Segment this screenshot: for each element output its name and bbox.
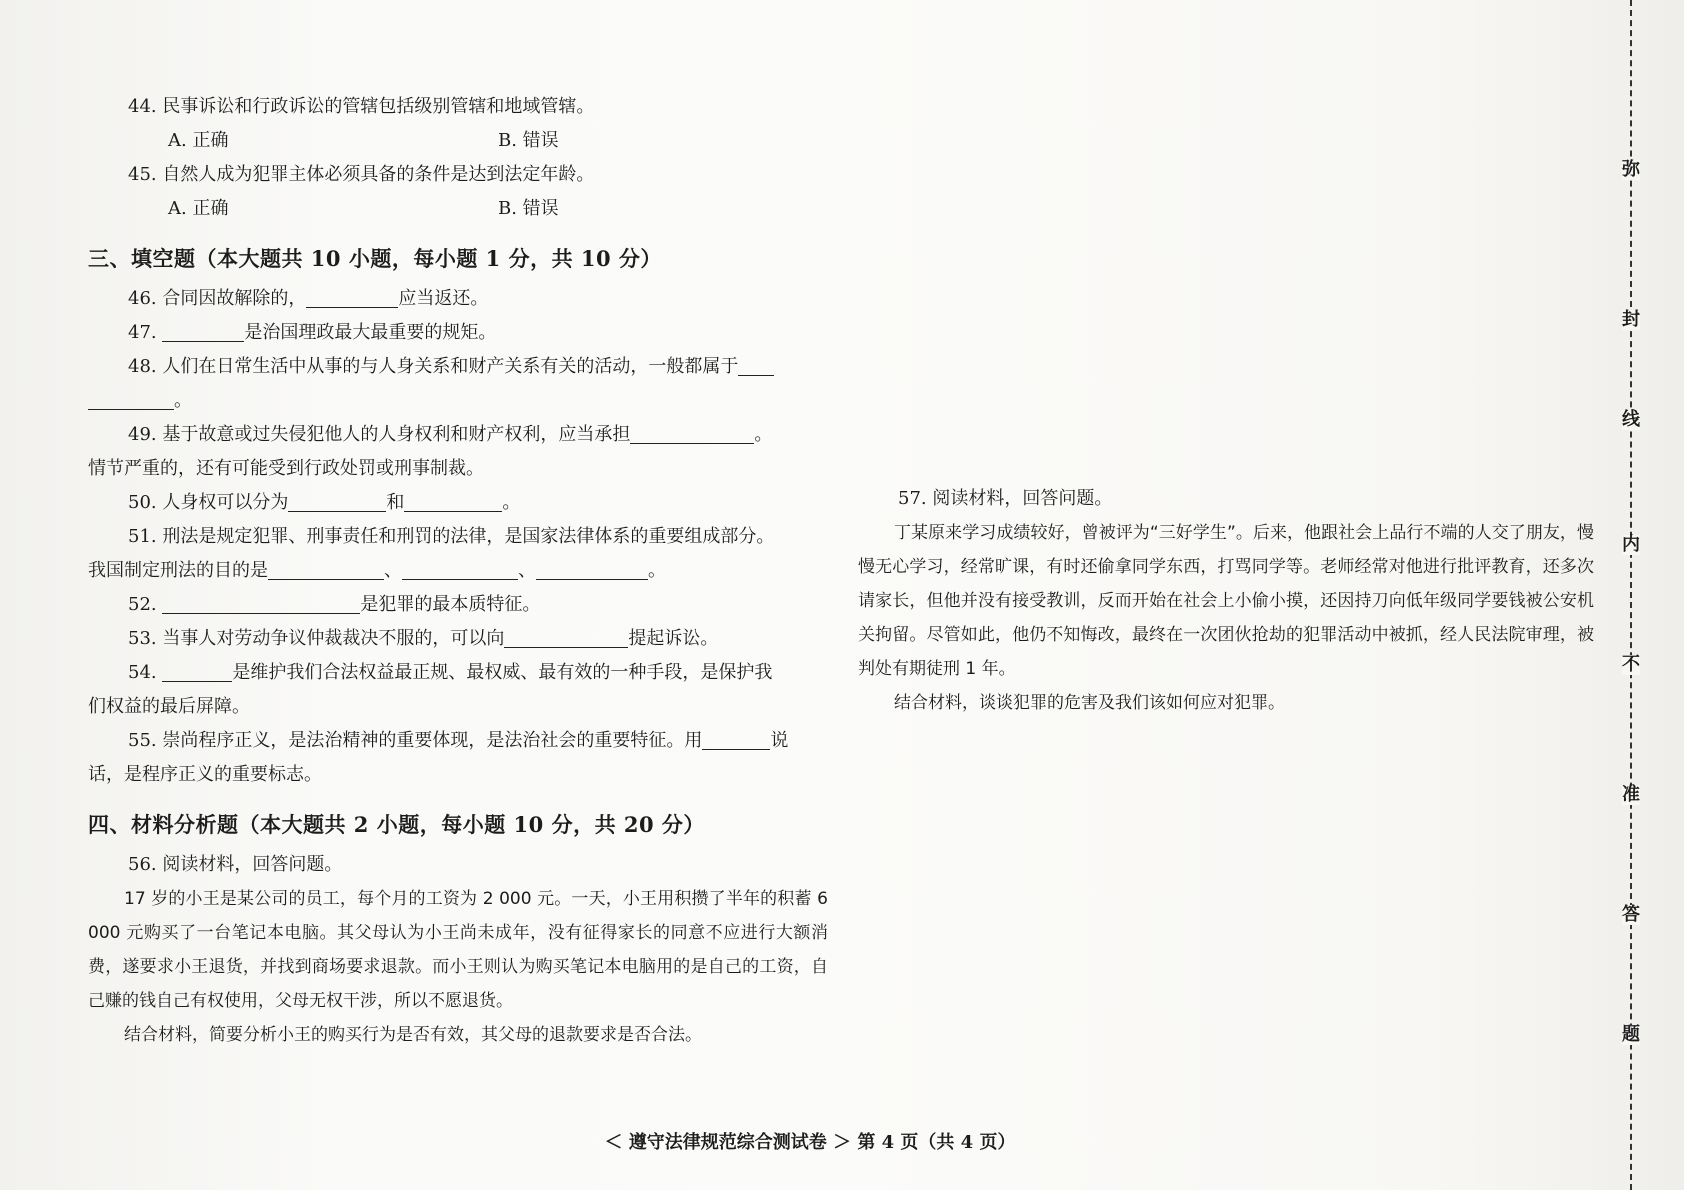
question-51-cont: 我国制定刑法的目的是 、 、 。	[88, 554, 828, 588]
question-47: 47. 是治国理政最大最重要的规矩。	[88, 316, 828, 350]
question-56-material: 17 岁的小王是某公司的员工，每个月的工资为 2 000 元。一天，小王用积攒了半年的积蓄 6 000 元购买了一台笔记本电脑。其父母认为小王尚未成年，没有征得家长的同意不应进行大额消费，遂要求小王退货，并找到商场要求退款。而小王则认为购买笔记本电脑用的是自己的工资，自己赚的钱自己有权使用，父母无权干涉，所以不愿退货。	[88, 889, 828, 1011]
option-a: A. 正确	[168, 198, 229, 219]
question-55-cont: 话，是程序正义的重要标志。	[88, 764, 322, 785]
section-3-title: 三、填空题（本大题共 10 小题，每小题 1 分，共 10 分）	[88, 246, 662, 271]
question-54-cont: 们权益的最后屏障。	[88, 696, 250, 717]
question-50: 50. 人身权可以分为 和 。	[88, 486, 828, 520]
option-a: A. 正确	[168, 130, 229, 151]
question-56-prompt: 结合材料，简要分析小王的购买行为是否有效，其父母的退款要求是否合法。	[124, 1025, 702, 1045]
question-48-cont: 。	[88, 384, 828, 418]
page-footer: ＜ 遵守法律规范综合测试卷 ＞ 第 4 页（共 4 页）	[604, 1132, 1016, 1153]
seal-char: 准	[1622, 784, 1640, 805]
question-54: 54. 是维护我们合法权益最正规、最权威、最有效的一种手段，是保护我	[88, 656, 828, 690]
question-53: 53. 当事人对劳动争议仲裁裁决不服的，可以向 提起诉讼。	[88, 622, 828, 656]
seal-char: 不	[1622, 654, 1640, 675]
question-45-options	[88, 192, 828, 226]
question-49-cont: 情节严重的，还有可能受到行政处罚或刑事制裁。	[88, 458, 484, 479]
seal-char: 封	[1622, 309, 1640, 330]
question-45: 45. 自然人成为犯罪主体必须具备的条件是达到法定年龄。	[128, 164, 595, 185]
question-52: 52. 是犯罪的最本质特征。	[88, 588, 828, 622]
question-56: 56. 阅读材料，回答问题。	[128, 854, 343, 875]
question-46: 46. 合同因故解除的， 应当返还。	[88, 282, 828, 316]
right-column	[858, 482, 1594, 720]
seal-char: 答	[1622, 904, 1640, 925]
question-57: 57. 阅读材料，回答问题。	[898, 488, 1113, 509]
option-b: B. 错误	[498, 130, 559, 151]
seal-char: 线	[1622, 409, 1640, 430]
question-44-options	[88, 124, 828, 158]
question-49: 49. 基于故意或过失侵犯他人的人身权利和财产权利，应当承担 。	[88, 418, 828, 452]
seal-char: 弥	[1622, 159, 1640, 180]
question-57-material: 丁某原来学习成绩较好，曾被评为“三好学生”。后来，他跟社会上品行不端的人交了朋友，慢慢无心学习，经常旷课，有时还偷拿同学东西，打骂同学等。老师经常对他进行批评教育，还多次请家长，但他并没有接受教训，反而开始在社会上小偷小摸，还因持刀向低年级同学要钱被公安机关拘留。尽管如此，他仍不知悔改，最终在一次团伙抢劫的犯罪活动中被抓，经人民法院审理，被判处有期徒刑 1 年。	[858, 523, 1594, 679]
seal-char: 题	[1622, 1024, 1640, 1045]
section-4-title: 四、材料分析题（本大题共 2 小题，每小题 10 分，共 20 分）	[88, 812, 705, 837]
question-48: 48. 人们在日常生活中从事的与人身关系和财产关系有关的活动，一般都属于	[88, 350, 828, 384]
question-51: 51. 刑法是规定犯罪、刑事责任和刑罚的法律，是国家法律体系的重要组成部分。	[128, 526, 775, 547]
question-57-prompt: 结合材料，谈谈犯罪的危害及我们该如何应对犯罪。	[894, 693, 1285, 713]
question-55: 55. 崇尚程序正义，是法治精神的重要体现，是法治社会的重要特征。用 说	[88, 724, 828, 758]
seal-char: 内	[1622, 534, 1640, 555]
question-44: 44. 民事诉讼和行政诉讼的管辖包括级别管辖和地域管辖。	[128, 96, 595, 117]
left-column	[88, 90, 828, 1052]
option-b: B. 错误	[498, 198, 559, 219]
